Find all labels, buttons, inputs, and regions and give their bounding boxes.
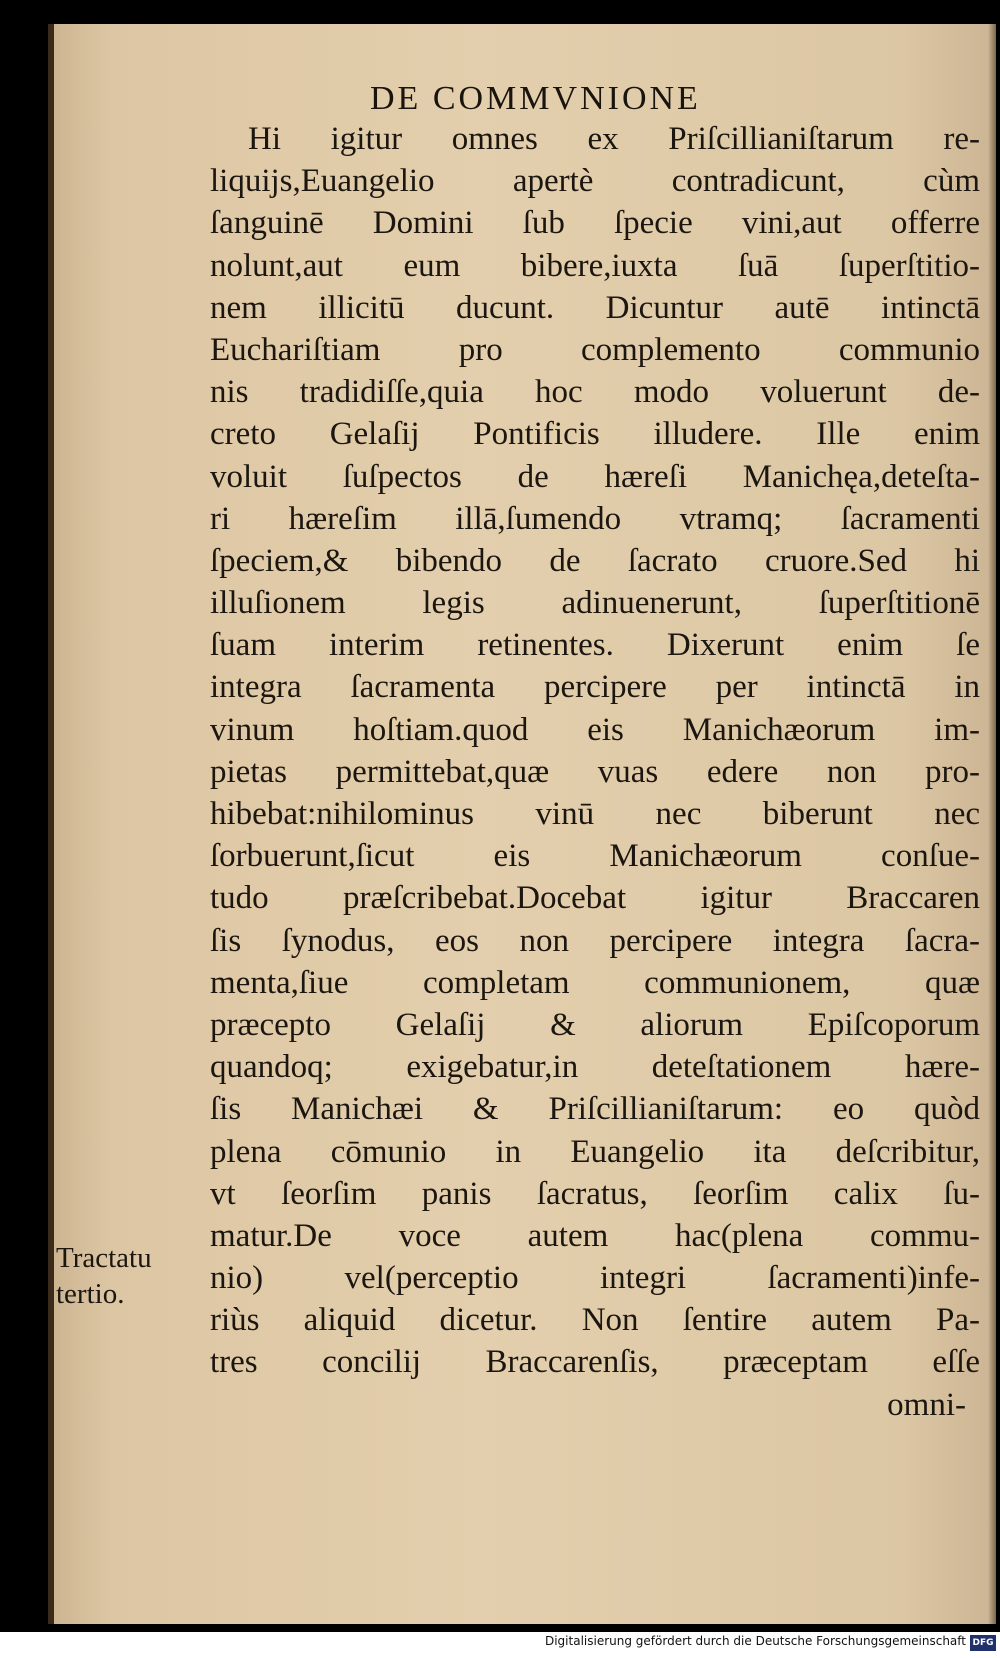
marginal-note-line: Tractatu [56, 1242, 152, 1274]
page-edge-shadow [988, 24, 996, 1624]
text-line: Hi igitur omnes ex Priſcillianiſtarum re- [248, 121, 980, 157]
text-line: præcepto Gelaſij & aliorum Epiſcoporum [210, 1006, 980, 1043]
text-line: hibebat:nihilominus vinū nec biberunt nec [210, 796, 980, 832]
text-line: nis tradidiſſe,quia hoc modo voluerunt de- [210, 374, 980, 411]
text-line: vinum hoſtiam.quod eis Manichæorum im- [210, 711, 980, 748]
funding-credit: Digitalisierung gefördert durch die Deutsche Forschungsgemeinschaft [544, 1634, 966, 1648]
marginal-note-line: tertio. [56, 1278, 125, 1310]
text-line: ri hæreſim illā,ſumendo vtramq; ſacramenti [210, 500, 980, 537]
text-line: nio) vel(perceptio integri ſacramenti)infe- [210, 1260, 980, 1297]
text-line: ſpeciem,& bibendo de ſacrato cruore.Sed hi [210, 542, 980, 579]
text-line: illuſionem legis adinuenerunt, ſuperſtitionē [210, 585, 980, 622]
text-line: liquijs,Euangelio apertè contradicunt, cùm [210, 163, 980, 200]
text-line: ſorbuerunt,ſicut eis Manichæorum conſue- [210, 838, 980, 875]
text-line: ſanguinē Domini ſub ſpecie vini,aut offerre [210, 205, 980, 242]
text-line: quandoq; exigebatur,in deteſtationem hære- [210, 1049, 980, 1086]
text-line: tudo præſcribebat.Docebat igitur Braccaren [210, 880, 980, 917]
text-line: nem illicitū ducunt. Dicuntur autē intinctā [210, 289, 980, 326]
text-line: pietas permittebat,quæ vuas edere non pro- [210, 753, 980, 790]
text-line: plena cōmunio in Euangelio ita deſcribitur, [210, 1133, 980, 1170]
text-line: riùs aliquid dicetur. Non ſentire autem Pa- [210, 1302, 980, 1339]
text-line: menta,ſiue completam communionem, quæ [210, 964, 980, 1001]
text-line: ſuam interim retinentes. Dixerunt enim ſe [210, 627, 980, 664]
text-line: ſis Manichæi & Priſcillianiſtarum: eo quòd [210, 1091, 980, 1128]
text-line: nolunt,aut eum bibere,iuxta ſuā ſuperſtitio- [210, 247, 980, 284]
text-line: ſis ſynodus, eos non percipere integra ſacra- [210, 922, 980, 959]
text-line: tres concilij Braccarenſis, præceptam eſſe [210, 1344, 980, 1381]
text-line: integra ſacramenta percipere per intinctā in [210, 669, 980, 706]
marginal-note [56, 1240, 206, 1312]
running-head: DE COMMVNIONE [370, 80, 701, 117]
body-text [210, 118, 980, 1426]
dfg-logo-icon: DFG [970, 1635, 996, 1651]
text-line: matur.De voce autem hac(plena commu- [210, 1217, 980, 1254]
text-line: vt ſeorſim panis ſacratus, ſeorſim calix ſu- [210, 1175, 980, 1212]
text-line: voluit ſuſpectos de hæreſi Manichęa,deteſta- [210, 458, 980, 495]
footer-bar [0, 1632, 1000, 1658]
text-line: creto Gelaſij Pontificis illudere. Ille enim [210, 416, 980, 453]
catchword: omni- [887, 1386, 966, 1423]
text-line: Euchariſtiam pro complemento communio [210, 331, 980, 368]
